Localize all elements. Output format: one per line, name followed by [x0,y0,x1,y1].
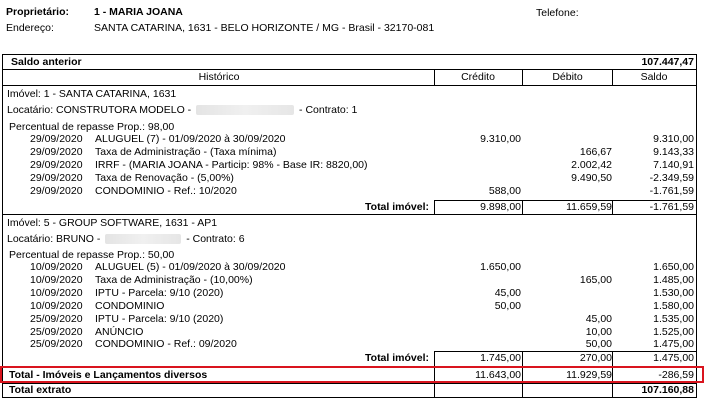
list-item: 29/09/2020 CONDOMINIO - Ref.: 10/2020 588,00 -1.761,59 [30,185,694,197]
list-item: 10/09/2020 CONDOMINIO 50,00 1.580,00 [30,300,694,312]
address-value: SANTA CATARINA, 1631 - BELO HORIZONTE / MG - Brasil - 32170-081 [94,22,435,34]
total-imovel-row: Total imóvel: 1.745,00 270,00 1.475,00 [365,352,694,364]
total-extrato-row: Total extrato 107.160,88 [9,384,694,396]
col-saldo: Saldo [640,71,668,83]
owner-label: Proprietário: [6,6,70,18]
list-item: 29/09/2020 ALUGUEL (7) - 01/09/2020 à 30/09/2020 9.310,00 9.310,00 [30,133,694,145]
address-label: Endereço: [6,22,54,34]
list-item: 25/09/2020 ANÚNCIO 10,00 1.525,00 [30,326,694,338]
list-item: 10/09/2020 Taxa de Administração - (10,00%) 165,00 1.485,00 [30,274,694,286]
saldo-anterior-value: 107.447,47 [641,56,694,68]
total-geral-row: Total - Imóveis e Lançamentos diversos 11.643,00 11.929,59 -286,59 [9,369,694,381]
col-debito: Débito [552,71,583,83]
list-item: 10/09/2020 ALUGUEL (5) - 01/09/2020 à 30/09/2020 1.650,00 1.650,00 [30,261,694,273]
list-item: 25/09/2020 IPTU - Parcela: 9/10 (2020) 45,00 1.535,00 [30,313,694,325]
redacted-name [105,234,181,244]
phone-label: Telefone: [536,7,579,19]
total-imovel-row: Total imóvel: 9.898,00 11.659,59 -1.761,59 [365,201,694,213]
imovel-title: Imóvel: 1 - SANTA CATARINA, 1631 [7,88,177,100]
list-item: 29/09/2020 IRRF - (MARIA JOANA - Particip: 98% - Base IR: 8820,00) 2.002,42 7.140,91 [30,159,694,171]
statement-table [2,54,697,398]
imovel-title: Imóvel: 5 - GROUP SOFTWARE, 1631 - AP1 [7,217,218,229]
col-historico: Histórico [198,71,240,83]
locatario-row [3,103,696,117]
saldo-anterior-row [3,55,696,69]
list-item: 25/09/2020 CONDOMINIO - Ref.: 09/2020 50,00 1.475,00 [30,338,694,350]
saldo-anterior-label: Saldo anterior [11,56,82,68]
column-header-row [3,70,696,84]
locatario-line: Locatário: CONSTRUTORA MODELO - - Contrato: 1 [7,104,358,116]
repasse-row: Percentual de repasse Prop.: 50,00 [9,249,175,261]
list-item: 29/09/2020 Taxa de Renovação - (5,00%) 9.490,50 -2.349,59 [30,172,694,184]
redacted-name [196,105,294,115]
list-item: 29/09/2020 Taxa de Administração - (Taxa mínima) 166,67 9.143,33 [30,146,694,158]
col-credito: Crédito [461,71,495,83]
locatario-row [3,232,696,246]
owner-value: 1 - MARIA JOANA [94,6,183,18]
locatario-line: Locatário: BRUNO - - Contrato: 6 [7,233,245,245]
repasse-row: Percentual de repasse Prop.: 98,00 [9,121,175,133]
owner-header [6,4,696,50]
highlight-box [0,366,704,383]
list-item: 10/09/2020 IPTU - Parcela: 9/10 (2020) 45,00 1.530,00 [30,287,694,299]
